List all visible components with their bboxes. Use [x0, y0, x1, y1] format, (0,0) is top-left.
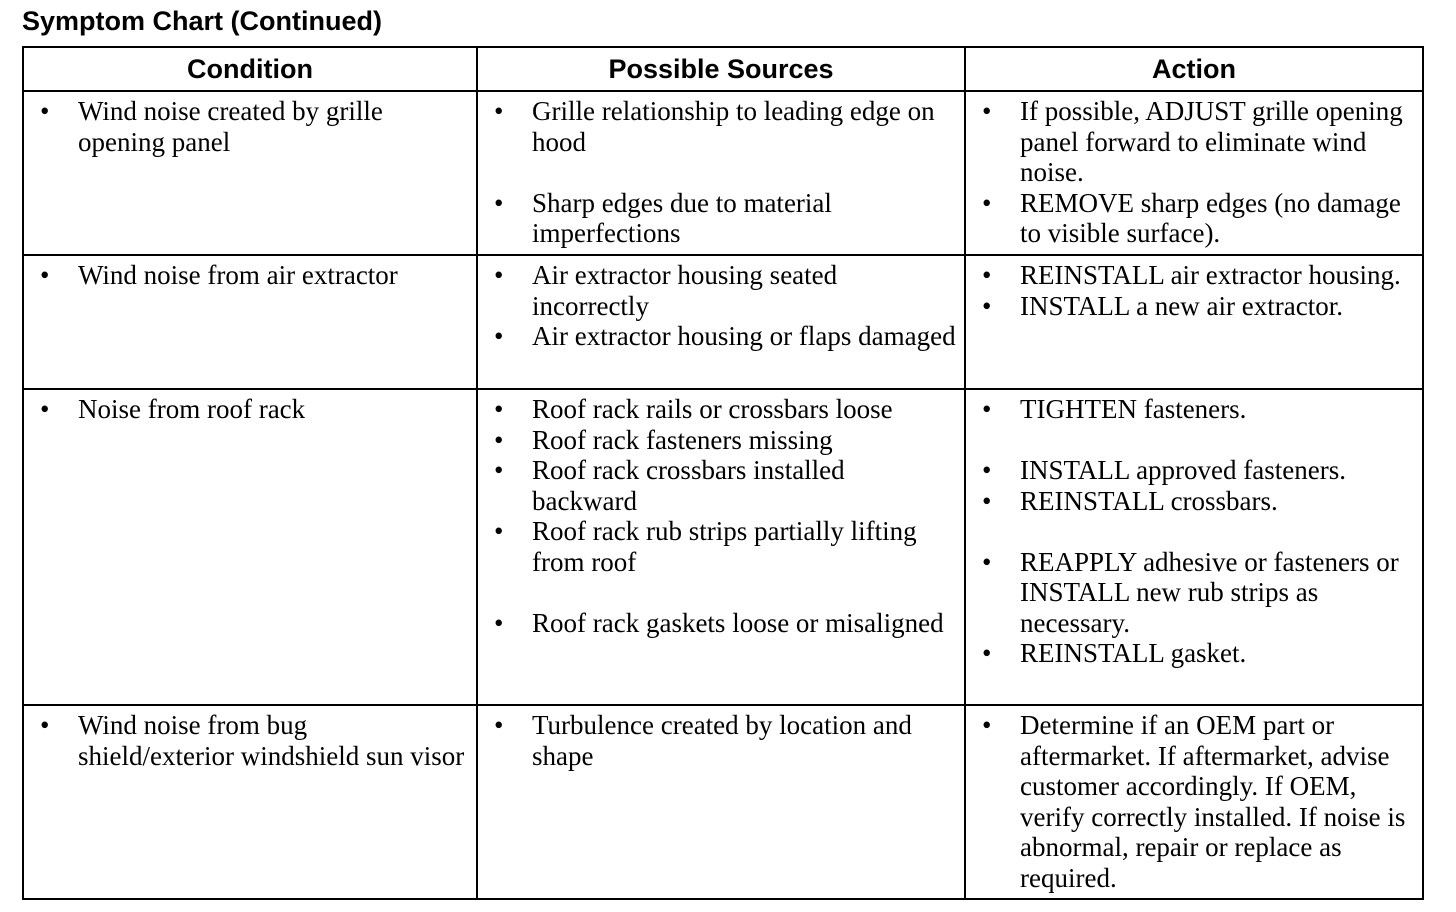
table-row [23, 389, 1423, 705]
source-item: • Roof rack rub strips partially lifting from roof [486, 516, 956, 577]
action-item: • INSTALL approved fasteners. [974, 455, 1414, 486]
condition-list [32, 96, 468, 157]
condition-item: • Wind noise from air extractor [32, 260, 468, 291]
condition-cell [23, 255, 477, 389]
symptom-chart-table [22, 46, 1424, 900]
table-row [23, 91, 1423, 255]
action-cell [965, 389, 1423, 705]
sources-list [486, 394, 956, 638]
action-item: • REAPPLY adhesive or fasteners or INSTALL new rub strips as necessary. [974, 547, 1414, 639]
source-item: • Sharp edges due to material imperfections [486, 188, 956, 249]
action-item: • REINSTALL air extractor housing. [974, 260, 1414, 291]
table-row [23, 255, 1423, 389]
action-cell [965, 255, 1423, 389]
condition-cell [23, 389, 477, 705]
action-item: • REINSTALL gasket. [974, 638, 1414, 669]
sources-list [486, 710, 956, 771]
source-item: • Roof rack crossbars installed backward [486, 455, 956, 516]
action-item: • TIGHTEN fasteners. [974, 394, 1414, 425]
sources-cell [477, 705, 965, 899]
action-item: • If possible, ADJUST grille opening panel forward to eliminate wind noise. [974, 96, 1414, 188]
sources-list [486, 260, 956, 352]
action-cell [965, 91, 1423, 255]
action-list [974, 710, 1414, 893]
action-item: • REINSTALL crossbars. [974, 486, 1414, 517]
sources-cell [477, 255, 965, 389]
action-item: • REMOVE sharp edges (no damage to visible surface). [974, 188, 1414, 249]
condition-item: • Noise from roof rack [32, 394, 468, 425]
page-title: Symptom Chart (Continued) [22, 6, 382, 36]
table-row [23, 705, 1423, 899]
condition-list [32, 394, 468, 425]
source-item: • Roof rack rails or crossbars loose [486, 394, 956, 425]
condition-cell [23, 91, 477, 255]
action-list [974, 260, 1414, 321]
header-condition: Condition [23, 47, 477, 91]
source-item: • Air extractor housing seated incorrectly [486, 260, 956, 321]
sources-list [486, 96, 956, 249]
header-row [23, 47, 1423, 91]
source-item: • Grille relationship to leading edge on hood [486, 96, 956, 157]
action-cell [965, 705, 1423, 899]
source-item: • Roof rack fasteners missing [486, 425, 956, 456]
action-item: • INSTALL a new air extractor. [974, 291, 1414, 322]
action-list [974, 96, 1414, 249]
action-list [974, 394, 1414, 669]
condition-item: • Wind noise from bug shield/exterior windshield sun visor [32, 710, 468, 771]
sources-cell [477, 389, 965, 705]
source-item: • Roof rack gaskets loose or misaligned [486, 608, 956, 639]
condition-list [32, 260, 468, 291]
condition-cell [23, 705, 477, 899]
header-possible-sources: Possible Sources [477, 47, 965, 91]
source-item: • Turbulence created by location and shape [486, 710, 956, 771]
sources-cell [477, 91, 965, 255]
source-item: • Air extractor housing or flaps damaged [486, 321, 956, 352]
header-action: Action [965, 47, 1423, 91]
condition-item: • Wind noise created by grille opening panel [32, 96, 468, 157]
condition-list [32, 710, 468, 771]
action-item: • Determine if an OEM part or aftermarket. If aftermarket, advise customer accordingly. If OEM, verify correctly installed. If noise is abnormal, repair or replace as required. [974, 710, 1414, 893]
